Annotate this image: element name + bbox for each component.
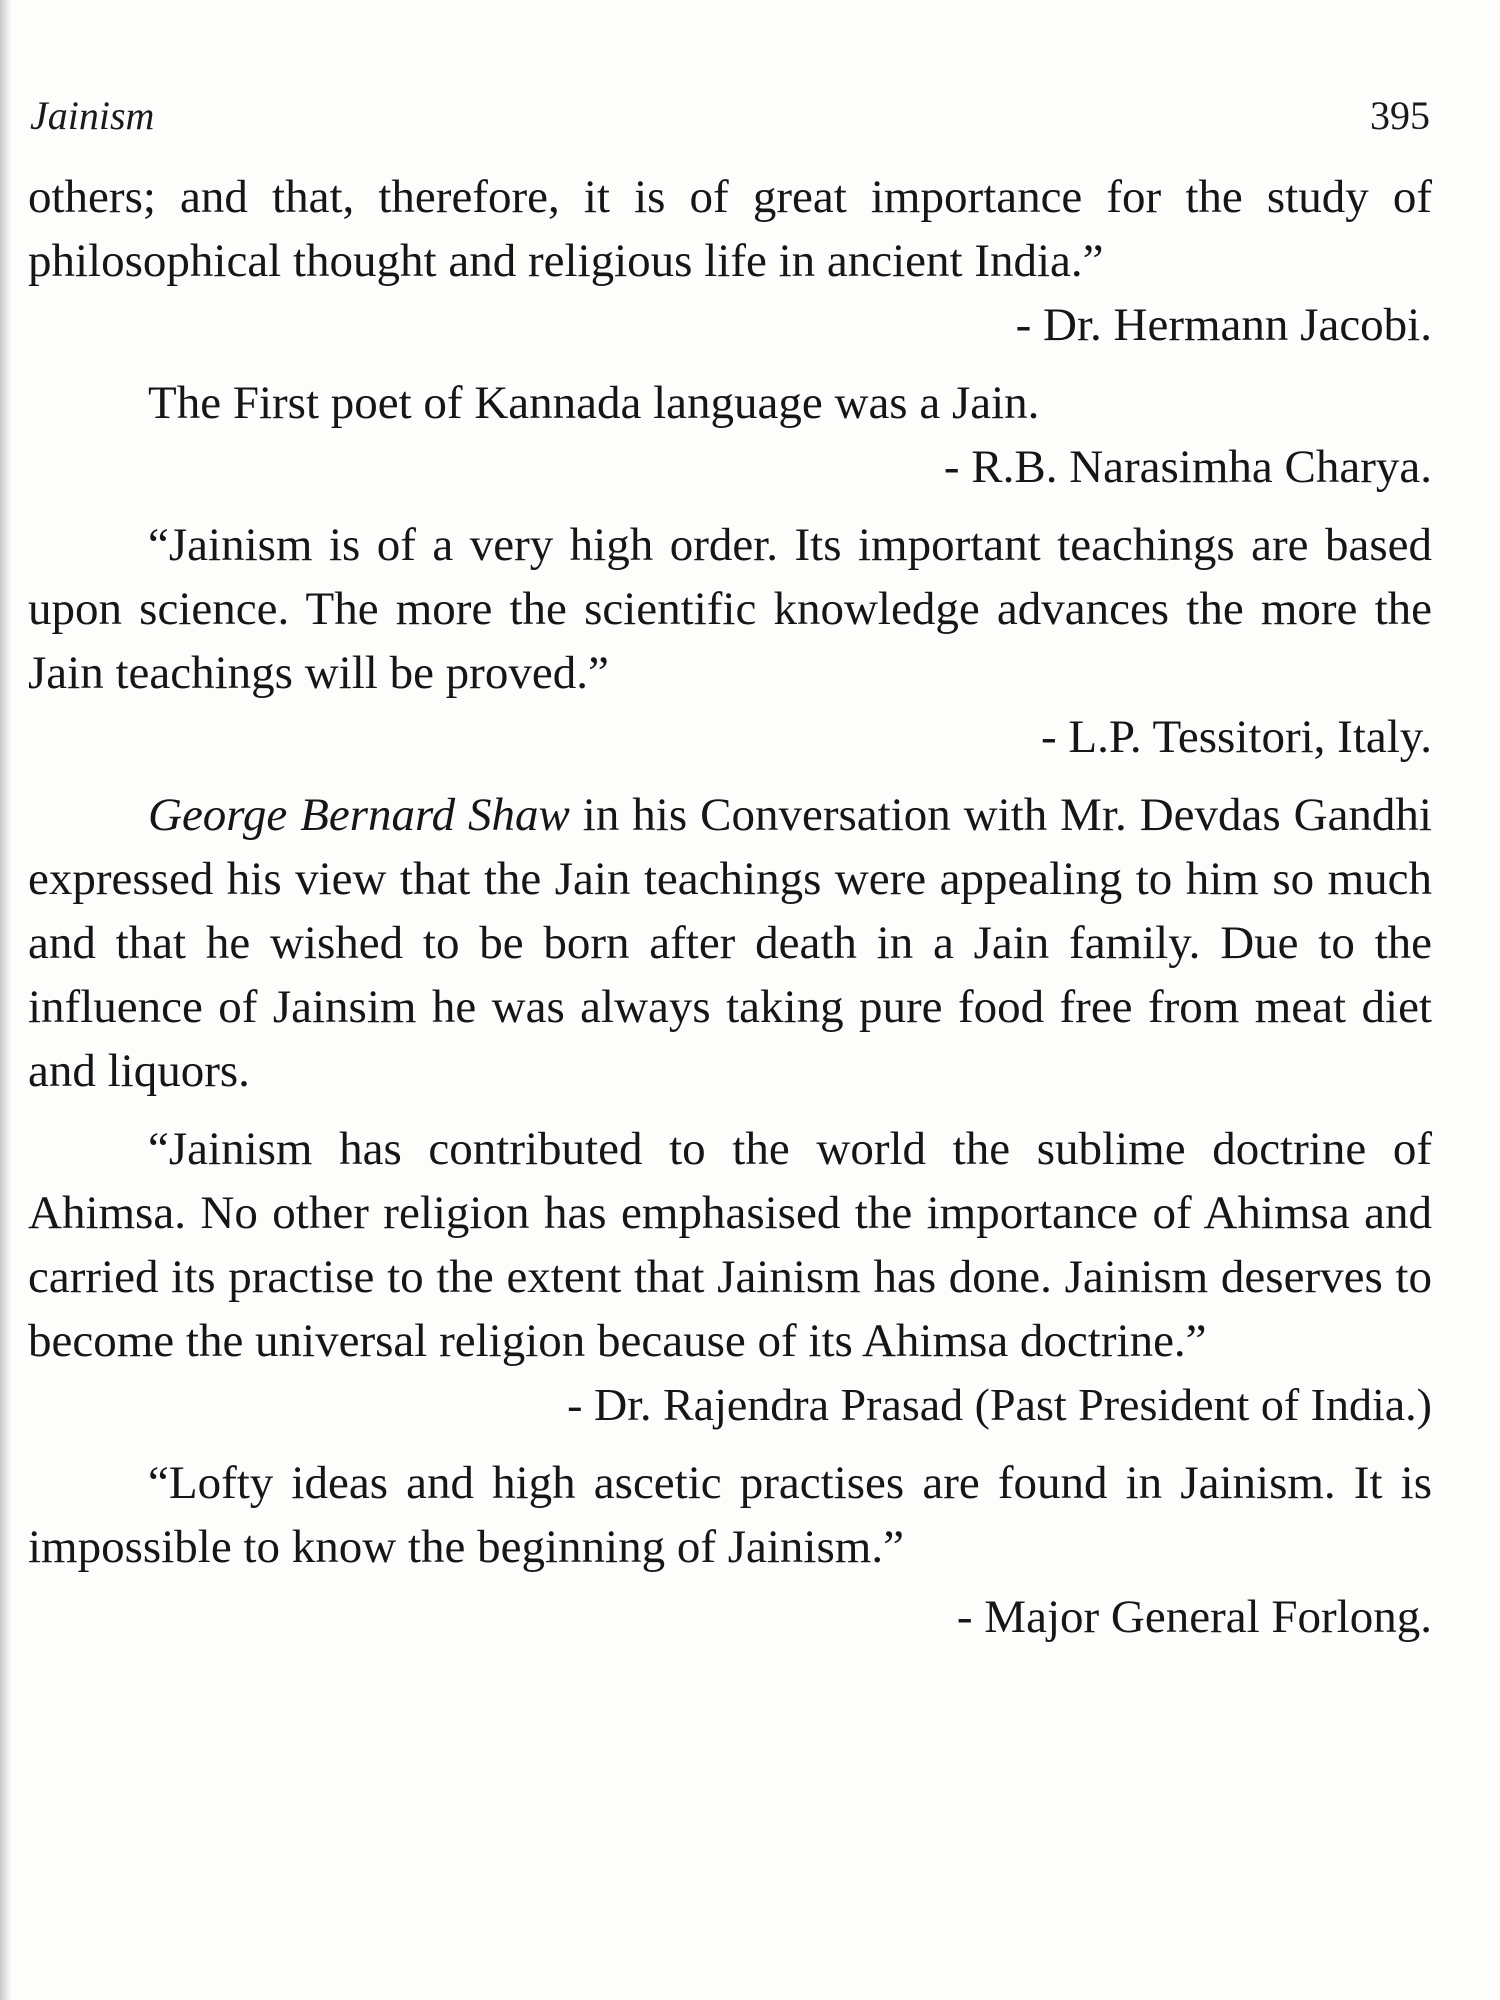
paragraph-tessitori-quote: “Jainism is of a very high order. Its important teachings are based upon science. The more the scientific knowledge advances the more the Jain teachings will be proved.”	[28, 519, 1432, 699]
paragraph-kannada-poet: The First poet of Kannada language was a Jain.	[148, 377, 1040, 429]
attribution-tessitori: - L.P. Tessitori, Italy.	[1041, 711, 1432, 763]
paragraph-jacobi-quote: others; and that, therefore, it is of great importance for the study of philosophical thought and religious life in ancient India.”	[28, 171, 1432, 287]
paragraph-shaw	[28, 783, 1432, 1103]
attribution-jacobi: - Dr. Hermann Jacobi.	[1015, 299, 1432, 351]
running-header	[30, 92, 1430, 142]
paragraph-forlong-quote: “Lofty ideas and high ascetic practises are found in Jainism. It is impossible to know the beginning of Jainism.”	[28, 1457, 1432, 1573]
shaw-name: George Bernard Shaw	[148, 789, 570, 841]
body-text	[28, 165, 1432, 1649]
attribution-prasad: - Dr. Rajendra Prasad (Past President of India.)	[567, 1379, 1432, 1430]
attribution-charya: - R.B. Narasimha Charya.	[943, 441, 1432, 493]
page-number: 395	[1370, 93, 1430, 138]
binding-shadow	[0, 0, 12, 2000]
attribution-forlong: - Major General Forlong.	[956, 1591, 1432, 1643]
paragraph-prasad-quote: “Jainism has contributed to the world the sublime doctrine of Ahimsa. No other religion has emphasised the importance of Ahimsa and carried its practise to the extent that Jainism has done. Jainism deserves to become the universal religion because of its Ahimsa doctrine.”	[28, 1123, 1432, 1367]
running-title: Jainism	[30, 93, 155, 138]
shaw-text: in his Conversation with Mr. Devdas Gandhi expressed his view that the Jain teachings were appealing to him so much and that he wished to be born after death in a Jain family. Due to the influence of Jainsim he was always taking pure food free from meat diet and liquors.	[28, 789, 1432, 1097]
